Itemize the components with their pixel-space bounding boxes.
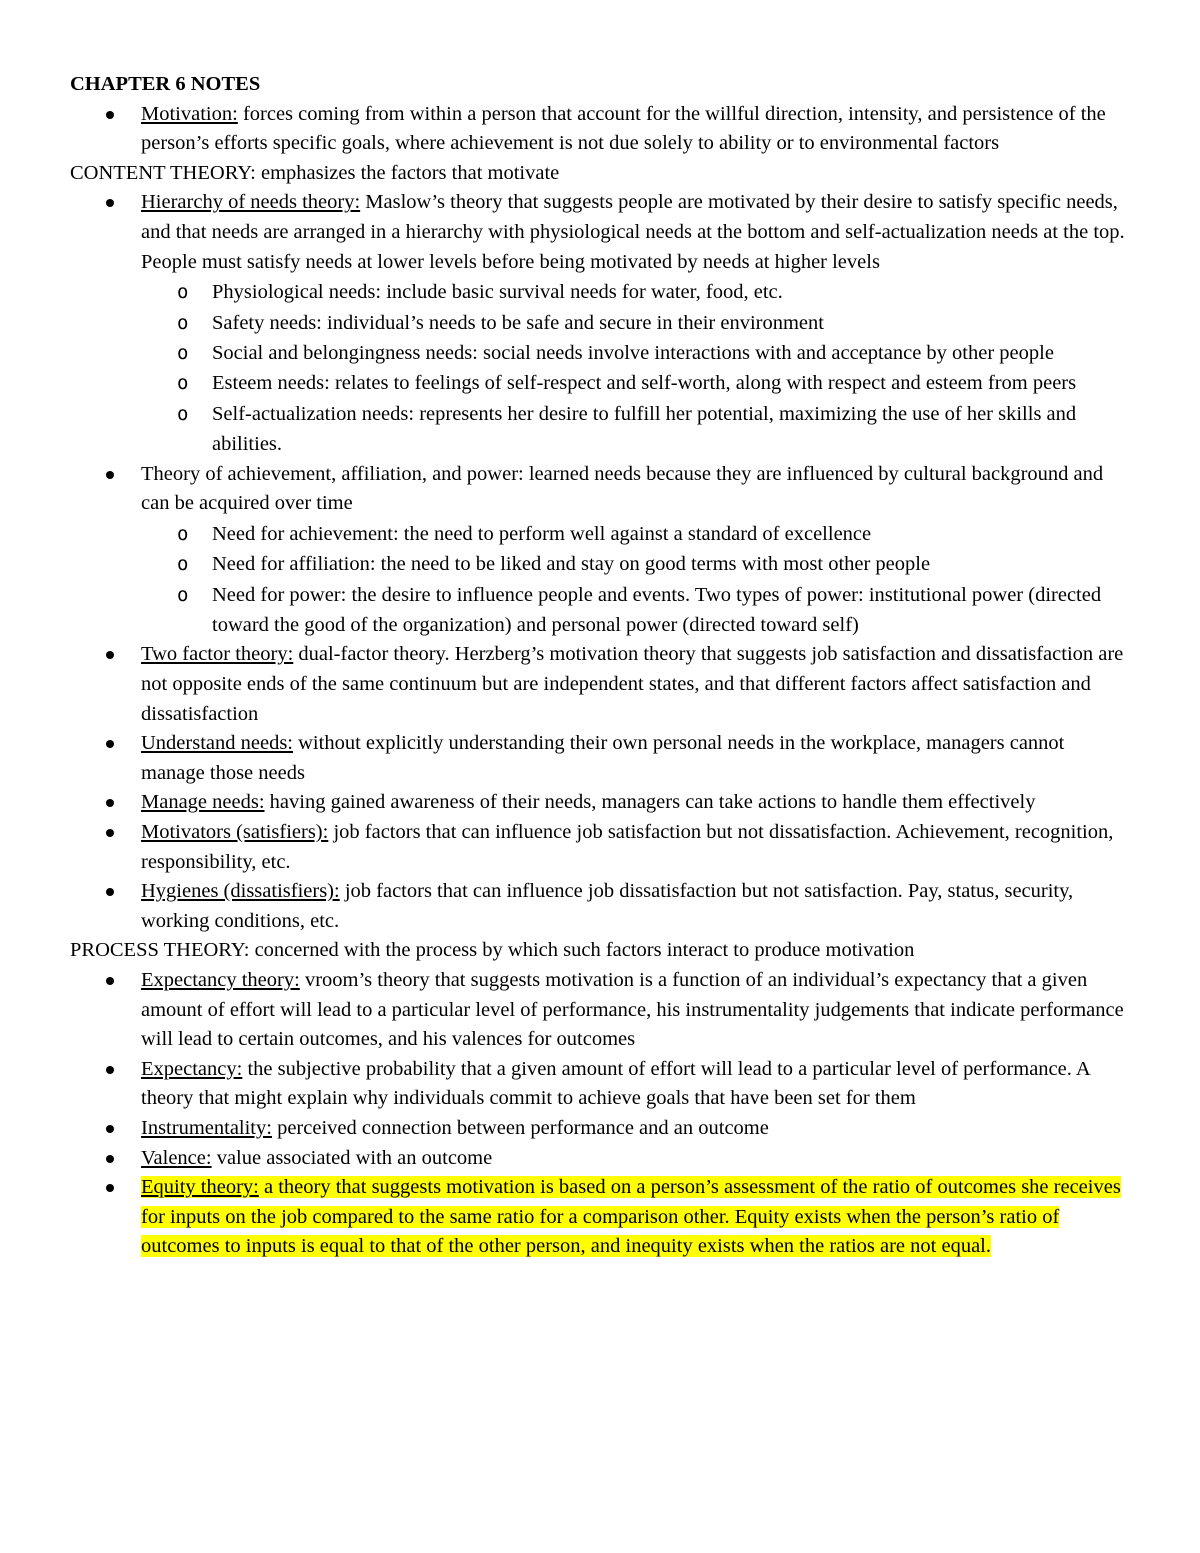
term-definition: value associated with an outcome <box>211 1146 493 1169</box>
term-label: Manage needs: <box>141 791 265 814</box>
sublist-item: o Social and belongingness needs: social needs involve interactions with and acceptance by other people <box>141 338 1132 368</box>
term-definition: Maslow’s theory that suggests people are motivated by their desire to satisfy specific needs, and that needs are arranged in a hierarchy with physiological needs at the bottom and self-actualization needs at the top. People must satisfy needs at lower levels before being motivated by needs at higher levels <box>141 191 1125 273</box>
term-definition: the subjective probability that a given amount of effort will lead to a particular level of performance. A theory that might explain why individuals commit to achieve goals that have been set for them <box>141 1057 1090 1110</box>
sublist-item: o Need for affiliation: the need to be liked and stay on good terms with most other people <box>141 549 1132 579</box>
term-label: Instrumentality: <box>141 1116 272 1139</box>
list-item-valence <box>70 1144 1132 1174</box>
term-label: Two factor theory: <box>141 643 294 666</box>
sublist-item: o Self-actualization needs: represents her desire to fulfill her potential, maximizing the use of her skills and abilities. <box>141 399 1132 460</box>
highlighted-text <box>141 1176 1121 1257</box>
term-definition: without explicitly understanding their own personal needs in the workplace, managers cannot manage those needs <box>141 732 1065 784</box>
list-item-expectancy-theory <box>70 966 1132 1055</box>
list-item-expectancy <box>70 1055 1132 1114</box>
term-label: Expectancy theory: <box>141 968 300 991</box>
term-definition: having gained awareness of their needs, managers can take actions to handle them effectively <box>264 791 1036 814</box>
term-label: Motivators (satisfiers): <box>141 820 329 843</box>
list-item-equity-theory <box>70 1173 1132 1262</box>
list-item-motivation <box>70 100 1132 159</box>
content-theory-list <box>70 188 1132 936</box>
list-item-understand-needs <box>70 729 1132 788</box>
term-definition: perceived connection between performance and an outcome <box>271 1116 769 1139</box>
term-definition: dual-factor theory. Herzberg’s motivation theory that suggests job satisfaction and dissatisfaction are not opposite ends of the same continuum but are independent states, and that different factors affect satisfaction and dissatisfaction <box>141 643 1124 725</box>
term-definition: job factors that can influence job dissatisfaction but not satisfaction. Pay, status, security, working conditions, etc. <box>141 880 1074 932</box>
list-item-two-factor <box>70 640 1132 729</box>
list-item-instrumentality <box>70 1114 1132 1144</box>
term-definition: vroom’s theory that suggests motivation is a function of an individual’s expectancy that a given amount of effort will lead to a particular level of performance, his instrumentality judgements that indicate performance will lead to certain outcomes, and his valences for outcomes <box>141 968 1124 1051</box>
list-item-achievement <box>70 460 1132 641</box>
sublist-item: o Need for power: the desire to influence people and events. Two types of power: institutional power (directed toward the good of the organization) and personal power (directed toward self) <box>141 580 1132 641</box>
intro-list <box>70 100 1132 159</box>
achievement-sublist <box>141 519 1132 641</box>
term-label: Expectancy: <box>141 1057 243 1080</box>
list-item-hierarchy <box>70 188 1132 459</box>
sublist-item: o Physiological needs: include basic survival needs for water, food, etc. <box>141 277 1132 307</box>
term-definition: forces coming from within a person that account for the willful direction, intensity, and persistence of the person’s efforts specific goals, where achievement is not due solely to ability or to environmental factors <box>141 102 1106 155</box>
term-label: Understand needs: <box>141 732 293 755</box>
term-definition: job factors that can influence job satisfaction but not dissatisfaction. Achievement, recognition, responsibility, etc. <box>141 820 1114 873</box>
term-definition: Theory of achievement, affiliation, and power: learned needs because they are influenced by cultural background and can be acquired over time <box>141 462 1104 515</box>
content-theory-heading: CONTENT THEORY: emphasizes the factors that motivate <box>70 161 560 184</box>
list-item-manage-needs <box>70 788 1132 818</box>
page-title: CHAPTER 6 NOTES <box>70 73 261 95</box>
term-label: Motivation: <box>141 102 238 125</box>
process-theory-heading: PROCESS THEORY: concerned with the process by which such factors interact to produce motivation <box>70 939 915 962</box>
sublist-item: o Esteem needs: relates to feelings of self-respect and self-worth, along with respect and esteem from peers <box>141 368 1132 398</box>
hierarchy-sublist <box>141 277 1132 459</box>
term-label: Valence: <box>141 1146 212 1169</box>
sublist-item: o Need for achievement: the need to perform well against a standard of excellence <box>141 519 1132 549</box>
process-theory-list <box>70 966 1132 1262</box>
sublist-item: o Safety needs: individual’s needs to be safe and secure in their environment <box>141 308 1132 338</box>
document-page <box>70 70 1132 1262</box>
term-definition: a theory that suggests motivation is based on a person’s assessment of the ratio of outcomes she receives for inputs on the job compared to the same ratio for a comparison other. Equity exists when the person’s ratio of outcomes to inputs is equal to that of the other person, and inequity exists when the ratios are not equal. <box>141 1176 1121 1258</box>
term-label: Equity theory: <box>141 1176 259 1199</box>
list-item-hygienes <box>70 877 1132 936</box>
list-item-motivators <box>70 818 1132 877</box>
term-label: Hierarchy of needs theory: <box>141 191 361 214</box>
term-label: Hygienes (dissatisfiers): <box>141 880 340 903</box>
